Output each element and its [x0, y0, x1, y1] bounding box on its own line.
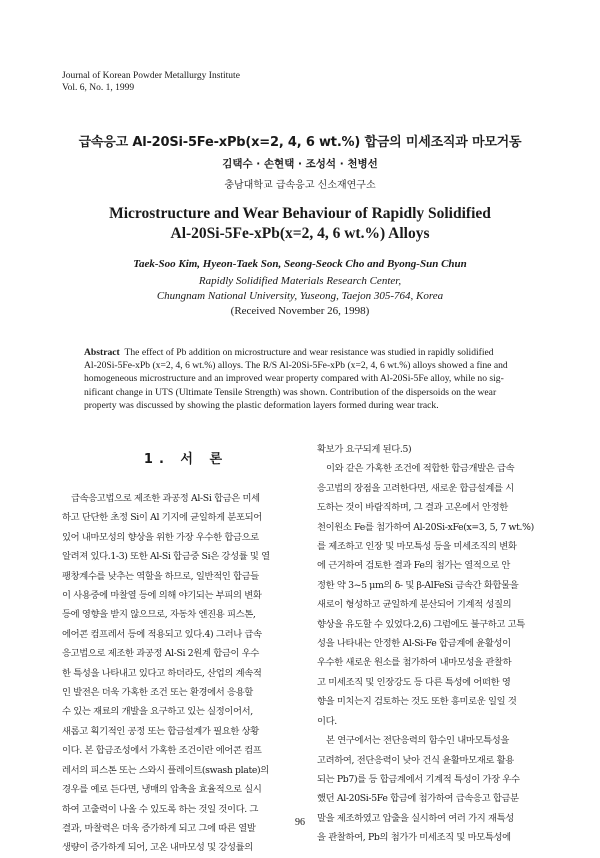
body-text-line: 응고법으로 제조한 과공정 Al-Si 2원계 합금이 우수: [62, 648, 259, 660]
body-text-line: 했던 Al-20Si-5Fe 합금에 첨가하여 급속응고 합금분: [317, 793, 519, 805]
body-text-line: 향상을 유도할 수 있었다.2,6) 그럼에도 불구하고 고특: [317, 618, 525, 630]
english-title: [0, 204, 600, 244]
abstract: [84, 346, 516, 412]
body-text-line: 고 미세조직 및 인장강도 등 다른 특성에 어떠한 영: [317, 676, 511, 688]
body-text-line: 되는 Pb7)를 등 합금계에서 기계적 특성이 가장 우수: [317, 773, 520, 785]
body-text-line: 결과, 마찰력은 더욱 증가하게 되고 그에 따른 열발: [62, 822, 256, 834]
english-affiliation: [0, 274, 600, 304]
body-text-line: 하여 고출력이 나올 수 있도록 하는 것일 것이다. 그: [62, 803, 259, 815]
english-authors: Taek-Soo Kim, Hyeon-Taek Son, Seong-Seock Cho and Byong-Sun Chun: [133, 258, 467, 270]
abstract-label: Abstract: [84, 347, 120, 358]
journal-volume: Vol. 6, No. 1, 1999: [62, 83, 135, 93]
body-text-line: 알려져 있다.1-3) 또한 Al-Si 합금중 Si은 강성률 및 열: [62, 551, 270, 563]
body-text-line: 등에 영향을 받지 않으므로, 자동차 엔진용 피스톤,: [62, 609, 256, 621]
english-title-line-2: Al-20Si-5Fe-xPb(x=2, 4, 6 wt.%) Alloys: [170, 225, 430, 242]
body-text-line: 정한 약 3~5 μm의 δ- 및 β-AlFeSi 금속간 화합물을: [317, 579, 519, 591]
korean-affiliation: 충남대학교 급속응고 신소재연구소: [224, 180, 376, 191]
body-text-line: 하고 단단한 초정 Si이 Al 기지에 균일하게 분포되어: [62, 512, 262, 524]
journal-header: [62, 70, 240, 94]
body-text-line: 를 제조하고 인장 및 마모특성 등을 미세조직의 변화: [317, 541, 517, 553]
body-text-line: 이와 같은 가혹한 조건에 적합한 합금개발은 급속: [326, 463, 515, 475]
english-affiliation-line-1: Rapidly Solidified Materials Research Center,: [198, 275, 402, 287]
korean-authors: 김택수 · 손현택 · 조성석 · 천병선: [222, 158, 378, 170]
body-text-line: 고려하여, 전단응력이 낮아 건식 윤활마모재로 활용: [317, 754, 514, 766]
body-text-line: 도하는 것이 바람직하며, 그 결과 고온에서 안정한: [317, 502, 508, 514]
abstract-line: nificant change in UTS (Ultimate Tensile Strength) was shown. Contribution of the dispersoids on the wear: [84, 386, 497, 398]
body-text-line: 향을 미치는지 검토하는 것도 또한 흥미로운 일일 것: [317, 696, 517, 708]
body-text-line: 우수한 새로운 원소를 첨가하여 내마모성을 관찰하: [317, 657, 512, 669]
body-text-line: 이다. 본 합금조성에서 가혹한 조건이란 에어콘 컴프: [62, 745, 262, 757]
body-text-line: 경우를 예로 든다면, 냉매의 압축을 효율적으로 실시: [62, 784, 262, 796]
body-text-line: 이다.: [317, 715, 337, 727]
abstract-line: Al-20Si-5Fe-xPb (x=2, 4, 6 wt.%) alloys. The R/S Al-20Si-5Fe-xPb (x=2, 4, 6 wt.%) alloys showed a fine and: [84, 360, 508, 372]
body-text-line: 본 연구에서는 전단응력의 함수인 내마모특성을: [326, 735, 510, 747]
abstract-line: Abstract The effect of Pb addition on microstructure and wear resistance was studied in rapidly solidified: [84, 347, 494, 358]
body-text-line: 있어 내마모성의 향상을 위한 가장 우수한 합금으로: [62, 531, 259, 543]
english-affiliation-line-2: Chungnam National University, Yuseong, Taejon 305-764, Korea: [156, 290, 444, 302]
body-text-line: 에어콘 컴프레서 등에 적용되고 있다.4) 그러나 급속: [62, 628, 262, 640]
body-text-line: 을 관찰하여, Pb의 첨가가 미세조직 및 마모특성에: [317, 832, 511, 844]
body-text-line: 생량이 증가하게 되어, 고온 내마모성 및 강성률의: [62, 842, 253, 854]
abstract-line: property was discussed by showing the plastic deformation layers formed during wear track.: [84, 399, 439, 411]
received-date: (Received November 26, 1998): [230, 305, 370, 317]
body-text-line: 성을 나타내는 안정한 Al-Si-Fe 합금계에 윤활성이: [317, 638, 511, 650]
body-text-line: 수 있는 재료의 개발을 요구하고 있는 실정이어서,: [62, 706, 253, 718]
english-title-line-1: Microstructure and Wear Behaviour of Rapidly Solidified: [109, 205, 491, 222]
body-text-line: 레서의 피스톤 또는 스와시 플레이트(swash plate)의: [62, 764, 269, 776]
body-text-line: 팽창계수를 낮추는 역할을 하므로, 일반적인 합금들: [62, 570, 259, 582]
body-text-line: 응고법의 장점을 고려한다면, 새로운 합금설계를 시: [317, 482, 514, 494]
body-text-line: 새로이 형성하고 균일하게 분산되어 기계적 성질의: [317, 599, 512, 611]
body-text-line: 급속응고법으로 제조한 과공정 Al-Si 합금은 미세: [71, 493, 260, 504]
body-text-line: 에 근거하여 검토한 결과 Fe의 첨가는 열적으로 안: [317, 560, 510, 572]
body-text-line: 천이원소 Fe를 첨가하여 Al-20Si-xFe(x=3, 5, 7 wt.%): [317, 521, 534, 533]
body-text-line: 한 특성을 나타내고 있다고 하더라도, 산업의 계속적: [62, 667, 262, 679]
body-text-line: 새롭고 획기적인 공정 또는 합금설계가 필요한 상황: [62, 725, 259, 737]
body-text-line: 인 발전은 더욱 가혹한 조건 또는 환경에서 응용할: [62, 687, 253, 699]
abstract-line: homogeneous microstructure and an improved wear property compared with Al-20Si-5Fe alloy, while no sig-: [84, 373, 504, 385]
body-right-column: [317, 440, 569, 848]
body-text-line: 확보가 요구되게 된다.5): [317, 444, 412, 455]
section-heading: 1. 서 론: [143, 452, 229, 467]
page-number: 96: [295, 817, 305, 828]
korean-title: 급속응고 Al-20Si-5Fe-xPb(x=2, 4, 6 wt.%) 합금의 미세조직과 마모거동: [78, 135, 522, 150]
journal-name: Journal of Korean Powder Metallurgy Institute: [62, 71, 240, 81]
body-text-line: 말을 제조하였고 압출을 실시하여 여러 가지 재특성: [317, 812, 514, 824]
body-left-column: [62, 489, 310, 858]
body-text-line: 이 사용중에 마찰열 등에 의해 야기되는 부피의 변화: [62, 590, 262, 602]
